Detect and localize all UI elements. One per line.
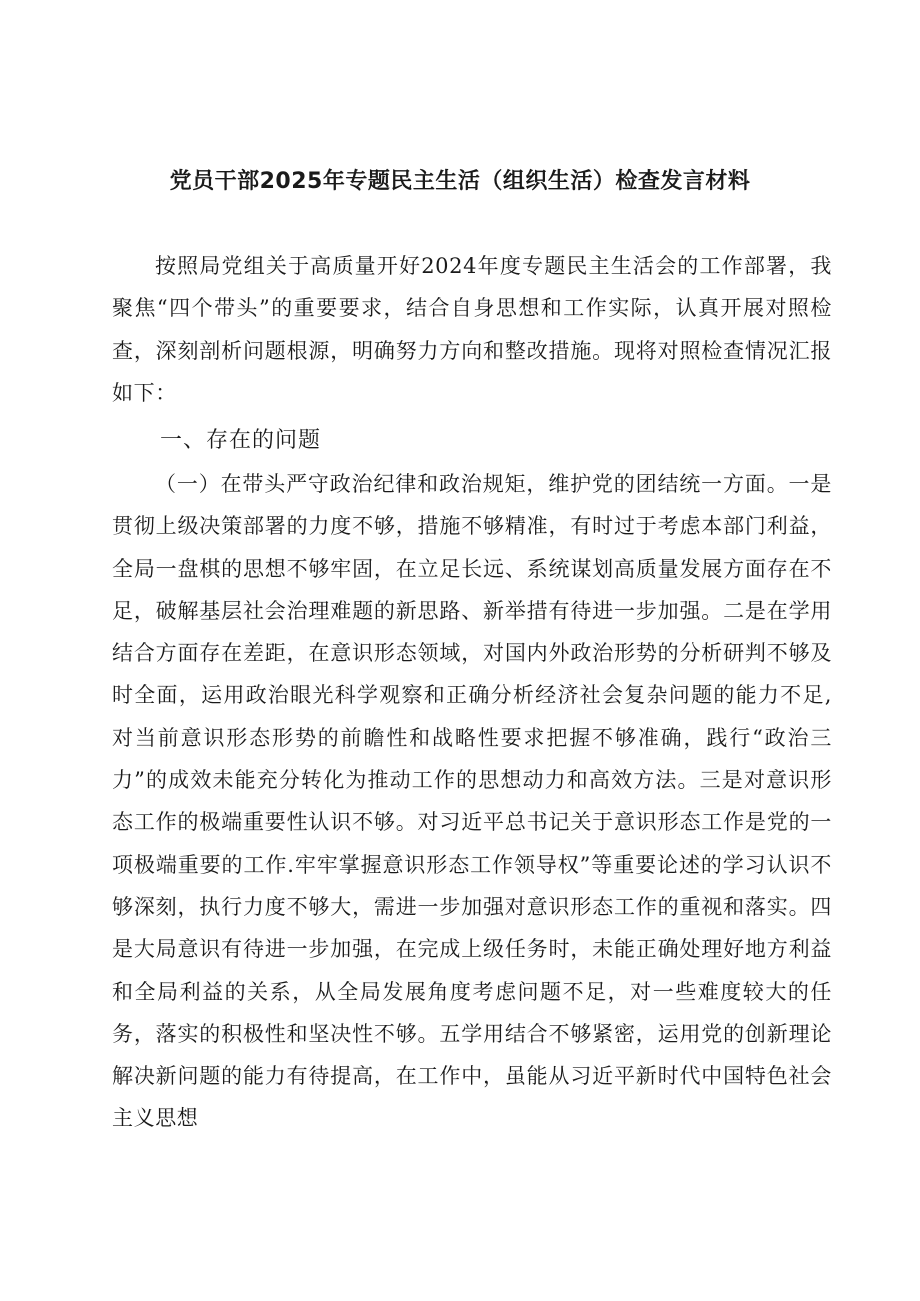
body-paragraph: （一）在带头严守政治纪律和政治规矩，维护党的团结统一方面。一是贯彻上级决策部署的力度不够，措施不够精准，有时过于考虑本部门利益，全局一盘棋的思想不够牢固，在立足长远、系统谋划高质量发展方面存在不足，破解基层社会治理难题的新思路、新举措有待进一步加强。二是在学用结合方面存在差距，在意识形态领域，对国内外政治形势的分析研判不够及时全面，运用政治眼光科学观察和正确分析经济社会复杂问题的能力不足,对当前意识形态形势的前瞻性和战略性要求把握不够准确，践行“政治三力”的成效未能充分转化为推动工作的思想动力和高效方法。三是对意识形态工作的极端重要性认识不够。对习近平总书记关于意识形态工作是党的一项极端重要的工作.牢牢掌握意识形态工作领导权”等重要论述的学习认识不够深刻，执行力度不够大，需进一步加强对意识形态工作的重视和落实。四是大局意识有待进一步加强，在完成上级任务时，未能正确处理好地方利益和全局利益的关系，从全局发展角度考虑问题不足，对一些难度较大的任务，落实的积极性和坚决性不够。五学用结合不够紧密，运用党的创新理论解决新问题的能力有待提高，在工作中，虽能从习近平新时代中国特色社会主义思想 (112, 472, 832, 1131)
document-title: 党员干部2025年专题民主生活（组织生活）检查发言材料 (169, 169, 751, 194)
intro-paragraph: 按照局党组关于高质量开好2024年度专题民主生活会的工作部署，我聚焦“四个带头”的重要要求，结合自身思想和工作实际，认真开展对照检查，深刻剖析问题根源，明确努力方向和整改措施。现将对照检查情况汇报如下： (112, 254, 832, 405)
section-heading: 一、存在的问题 (160, 428, 322, 453)
